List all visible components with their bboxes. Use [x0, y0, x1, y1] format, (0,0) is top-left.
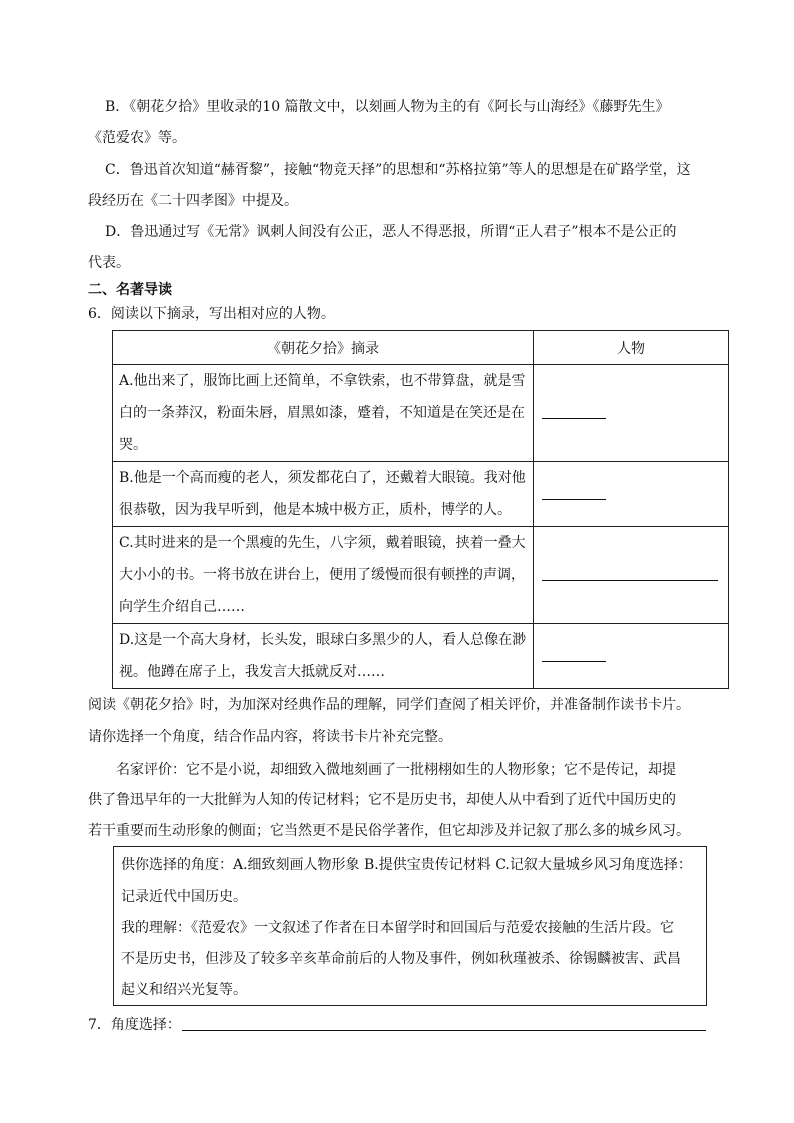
- excerpt-text: B.他是一个高而瘦的老人，须发都花白了，还戴着大眼镜。我对他很恭敬，因为我早听到，他是本城中极方正，质朴，博学的人。: [119, 470, 526, 518]
- excerpt-text: D.这是一个高大身材，长头发，眼球白多黑少的人，看人总像在渺视。他蹲在席子上，我发言大抵就反对……: [119, 632, 527, 680]
- excerpt-cell: [113, 365, 534, 462]
- answer-cell[interactable]: [534, 462, 729, 527]
- answer-blank[interactable]: [542, 404, 606, 419]
- excerpt-cell: [113, 624, 534, 689]
- answer-blank[interactable]: [542, 485, 606, 500]
- answer-cell[interactable]: [534, 527, 729, 624]
- expert-eval-line2: 供了鲁迅早年的一大批鲜为人知的传记材料；它不是历史书，却使人从中看到了近代中国历史的: [88, 792, 676, 808]
- table-row: [113, 624, 729, 689]
- angle-answer-line[interactable]: [182, 1030, 706, 1031]
- reading-intro-line1: 阅读《朝花夕拾》时，为加深对经典作品的理解，同学们查阅了相关评价，并准备制作读书卡片。: [88, 697, 690, 713]
- answer-cell[interactable]: [534, 624, 729, 689]
- option-b-line1: B．《朝花夕拾》里收录的10 篇散文中，以刻画人物为主的有《阿长与山海经》《藤野先生》: [105, 99, 670, 115]
- option-b-line2: 《范爱农》等。: [88, 130, 186, 146]
- question-6: 6．阅读以下摘录，写出相对应的人物。: [88, 306, 335, 322]
- card-understanding-line1: 我的理解：《范爱农》一文叙述了作者在日本留学时和回国后与范爱农接触的生活片段。它: [121, 920, 674, 936]
- answer-blank[interactable]: [542, 566, 718, 581]
- option-d-line1: D．鲁迅通过写《无常》讽刺人间没有公正，恶人不得恶报，所谓“正人君子”根本不是公正的: [105, 224, 677, 240]
- table-row: [113, 365, 729, 462]
- card-angle-choice: 记录近代中国历史。: [121, 889, 247, 905]
- reading-intro-line2: 请你选择一个角度，结合作品内容，将读书卡片补充完整。: [88, 729, 452, 745]
- table-header-excerpt: 《朝花夕拾》摘录: [113, 331, 534, 365]
- option-c-line1: C．鲁迅首次知道“赫胥黎”，接触“物竞天择”的思想和“苏格拉第”等人的思想是在矿路学堂，这: [105, 162, 691, 178]
- card-understanding-line3: 起义和绍兴光复等。: [121, 982, 247, 998]
- extract-table: [112, 330, 729, 689]
- excerpt-cell: [113, 527, 534, 624]
- section-heading: 二、名著导读: [88, 282, 172, 298]
- answer-blank[interactable]: [542, 647, 606, 662]
- table-header-person: 人物: [534, 331, 729, 365]
- option-d-line2: 代表。: [88, 255, 130, 271]
- table-row: [113, 527, 729, 624]
- excerpt-cell: [113, 462, 534, 527]
- card-understanding-line2: 不是历史书，但涉及了较多辛亥革命前后的人物及事件，例如秋瑾被杀、徐锡麟被害、武昌: [121, 951, 681, 967]
- excerpt-text: C.其时进来的是一个黑瘦的先生，八字须，戴着眼镜，挟着一叠大大小小的书。一将书放在讲台上，便用了缓慢而很有顿挫的声调，向学生介绍自己……: [119, 535, 526, 615]
- expert-eval-line1: 名家评价：它不是小说，却细致入微地刻画了一批栩栩如生的人物形象；它不是传记，却提: [116, 762, 676, 778]
- table-row: [113, 462, 729, 527]
- table-header-row: [113, 331, 729, 365]
- option-c-line2: 段经历在《二十四孝图》中提及。: [88, 193, 298, 209]
- question-7-label: 7．角度选择：: [88, 1017, 181, 1033]
- reading-card: [113, 846, 707, 1006]
- answer-cell[interactable]: [534, 365, 729, 462]
- card-angle-options: 供你选择的角度：A.细致刻画人物形象 B.提供宝贵传记材料 C.记叙大量城乡风习角度选择：: [121, 857, 692, 873]
- excerpt-text: A.他出来了，服饰比画上还简单，不拿铁索，也不带算盘，就是雪白的一条莽汉，粉面朱唇，眉黑如漆，蹙着，不知道是在笑还是在哭。: [119, 373, 526, 453]
- expert-eval-line3: 若干重要而生动形象的侧面；它当然更不是民俗学著作，但它却涉及并记叙了那么多的城乡风习。: [88, 823, 690, 839]
